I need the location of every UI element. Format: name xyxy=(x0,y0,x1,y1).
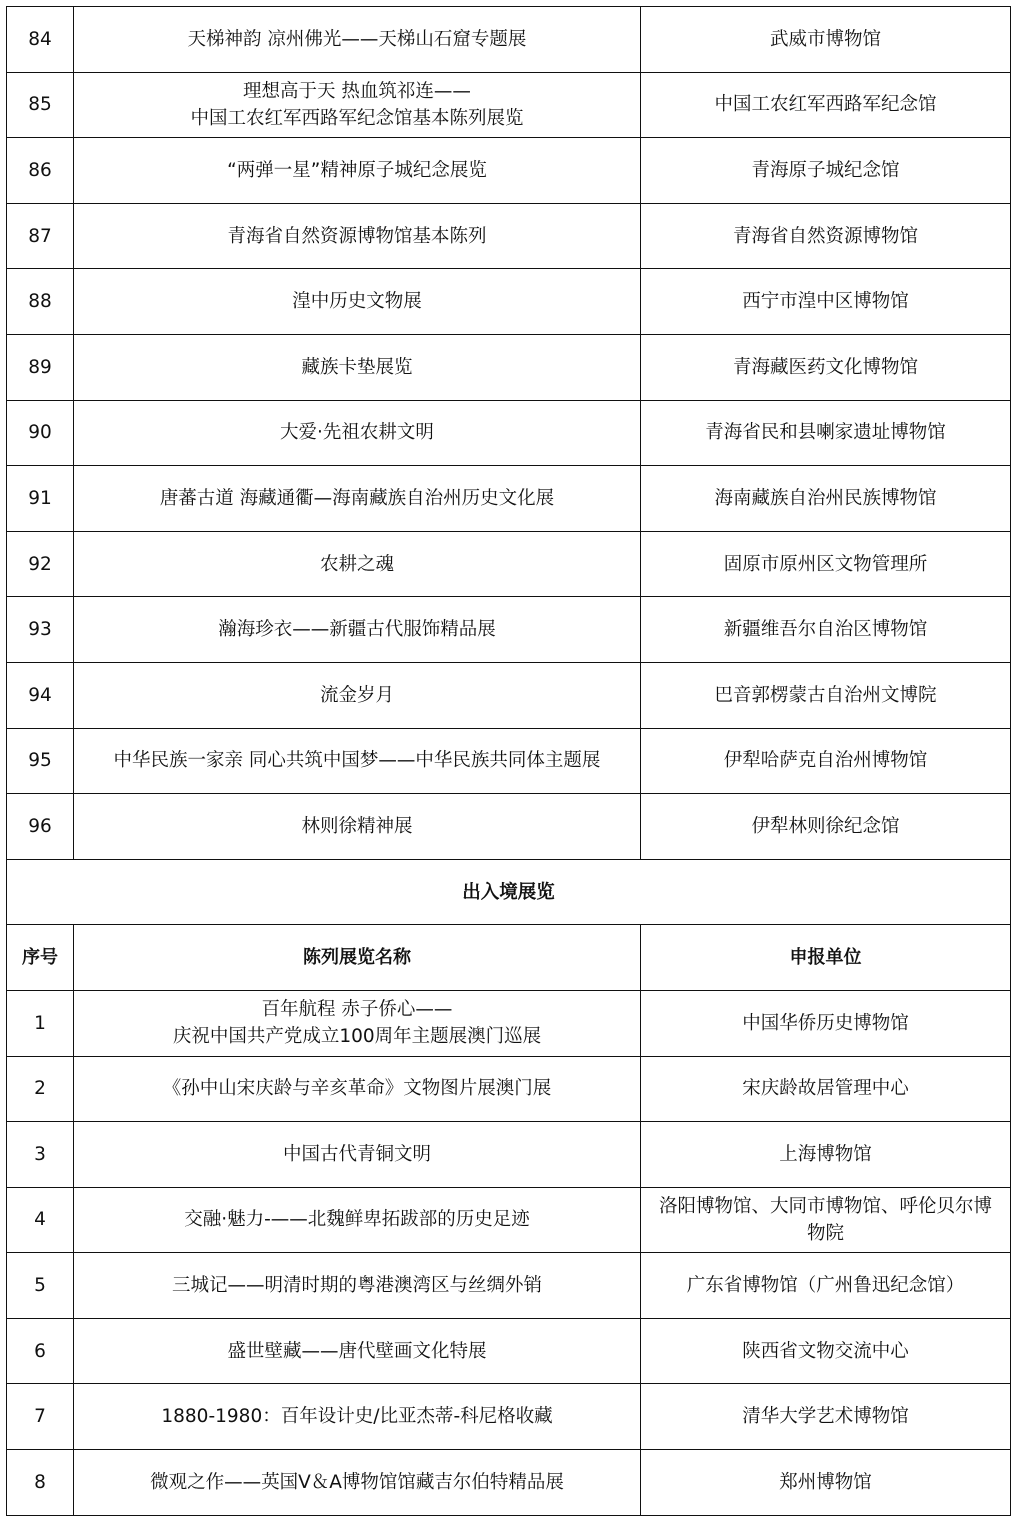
exhibition-name xyxy=(74,662,641,728)
header-name: 陈列展览名称 xyxy=(74,925,641,991)
applicant-unit-line: 物院 xyxy=(806,1222,844,1244)
applicant-unit xyxy=(641,1122,1011,1188)
applicant-unit-line: 巴音郭楞蒙古自治州文博院 xyxy=(714,684,937,706)
row-number: 5 xyxy=(7,1253,74,1319)
applicant-unit-line: 宋庆龄故居管理中心 xyxy=(742,1078,909,1100)
applicant-unit-line: 青海藏医药文化博物馆 xyxy=(732,356,918,378)
applicant-unit-line: 上海博物馆 xyxy=(779,1143,872,1165)
exhibition-name xyxy=(74,1450,641,1516)
applicant-unit-line: 青海省民和县喇家遗址博物馆 xyxy=(705,422,946,444)
row-number: 90 xyxy=(7,400,74,466)
exhibition-name xyxy=(74,990,641,1056)
table-row xyxy=(7,203,1011,269)
row-number: 91 xyxy=(7,466,74,532)
header-row xyxy=(7,925,1011,991)
table-row xyxy=(7,662,1011,728)
exhibition-name xyxy=(74,794,641,860)
applicant-unit-line: 武威市博物馆 xyxy=(769,28,881,50)
table-row xyxy=(7,1384,1011,1450)
applicant-unit-line: 青海省自然资源博物馆 xyxy=(732,225,918,247)
table-row xyxy=(7,72,1011,138)
row-number: 3 xyxy=(7,1122,74,1188)
applicant-unit xyxy=(641,334,1011,400)
exhibition-name-line: 大爱·先祖农耕文明 xyxy=(280,422,434,444)
exhibition-name-line: 唐蕃古道 海藏通衢—海南藏族自治州历史文化展 xyxy=(159,487,555,509)
applicant-unit-line: 伊犁林则徐纪念馆 xyxy=(751,815,900,837)
row-number: 7 xyxy=(7,1384,74,1450)
applicant-unit xyxy=(641,138,1011,204)
table-row xyxy=(7,990,1011,1056)
exhibition-name-line: 庆祝中国共产党成立100周年主题展澳门巡展 xyxy=(172,1026,542,1048)
table-row xyxy=(7,7,1011,73)
table-row xyxy=(7,1122,1011,1188)
section-title-row xyxy=(7,859,1011,925)
domestic-rows xyxy=(7,7,1011,860)
table-row xyxy=(7,794,1011,860)
exhibition-name xyxy=(74,72,641,138)
exhibition-name-line: 三城记——明清时期的粤港澳湾区与丝绸外销 xyxy=(171,1275,542,1297)
exhibition-name xyxy=(74,203,641,269)
exhibition-name xyxy=(74,1056,641,1122)
exhibition-name xyxy=(74,597,641,663)
table-row xyxy=(7,531,1011,597)
row-number: 89 xyxy=(7,334,74,400)
applicant-unit xyxy=(641,597,1011,663)
applicant-unit-line: 中国华侨历史博物馆 xyxy=(742,1012,909,1034)
exhibition-name-line: 《孙中山宋庆龄与辛亥革命》文物图片展澳门展 xyxy=(162,1078,552,1100)
applicant-unit xyxy=(641,662,1011,728)
exhibition-name xyxy=(74,1187,641,1253)
exhibition-name xyxy=(74,466,641,532)
exhibition-name-line: 中国工农红军西路军纪念馆基本陈列展览 xyxy=(190,107,524,129)
exhibition-name-line: 天梯神韵 凉州佛光——天梯山石窟专题展 xyxy=(187,28,527,50)
row-number: 4 xyxy=(7,1187,74,1253)
intl-rows xyxy=(7,990,1011,1515)
applicant-unit-line: 海南藏族自治州民族博物馆 xyxy=(714,487,937,509)
applicant-unit xyxy=(641,72,1011,138)
table-row xyxy=(7,466,1011,532)
exhibition-name-line: 理想高于天 热血筑祁连—— xyxy=(243,80,471,102)
applicant-unit xyxy=(641,1056,1011,1122)
row-number: 1 xyxy=(7,990,74,1056)
row-number: 96 xyxy=(7,794,74,860)
row-number: 94 xyxy=(7,662,74,728)
applicant-unit xyxy=(641,1318,1011,1384)
applicant-unit xyxy=(641,728,1011,794)
exhibition-name-line: 青海省自然资源博物馆基本陈列 xyxy=(227,225,487,247)
table-row xyxy=(7,1450,1011,1516)
applicant-unit xyxy=(641,1253,1011,1319)
exhibition-name xyxy=(74,269,641,335)
table-row xyxy=(7,269,1011,335)
applicant-unit xyxy=(641,794,1011,860)
row-number: 86 xyxy=(7,138,74,204)
exhibition-table xyxy=(6,6,1011,1516)
applicant-unit xyxy=(641,269,1011,335)
row-number: 92 xyxy=(7,531,74,597)
exhibition-name-line: “两弹一星”精神原子城纪念展览 xyxy=(227,159,487,181)
applicant-unit-line: 伊犁哈萨克自治州博物馆 xyxy=(723,750,928,772)
table-row xyxy=(7,1056,1011,1122)
exhibition-name xyxy=(74,7,641,73)
exhibition-name-line: 农耕之魂 xyxy=(319,553,394,575)
applicant-unit-line: 洛阳博物馆、大同市博物馆、呼伦贝尔博 xyxy=(658,1195,992,1217)
exhibition-name-line: 林则徐精神展 xyxy=(301,815,413,837)
row-number: 95 xyxy=(7,728,74,794)
exhibition-name xyxy=(74,728,641,794)
applicant-unit xyxy=(641,1384,1011,1450)
exhibition-name xyxy=(74,1384,641,1450)
exhibition-name-line: 1880-1980：百年设计史/比亚杰蒂-科尼格收藏 xyxy=(161,1406,553,1428)
exhibition-name xyxy=(74,1318,641,1384)
table-row xyxy=(7,334,1011,400)
table-row xyxy=(7,1253,1011,1319)
applicant-unit-line: 固原市原州区文物管理所 xyxy=(723,553,928,575)
applicant-unit xyxy=(641,203,1011,269)
applicant-unit-line: 西宁市湟中区博物馆 xyxy=(742,291,909,313)
exhibition-name-line: 微观之作——英国V＆A博物馆馆藏吉尔伯特精品展 xyxy=(150,1471,564,1493)
applicant-unit-line: 新疆维吾尔自治区博物馆 xyxy=(723,619,928,641)
exhibition-name-line: 流金岁月 xyxy=(319,684,394,706)
applicant-unit xyxy=(641,531,1011,597)
row-number: 85 xyxy=(7,72,74,138)
applicant-unit-line: 郑州博物馆 xyxy=(779,1471,872,1493)
applicant-unit-line: 广东省博物馆（广州鲁迅纪念馆） xyxy=(686,1275,965,1297)
row-number: 84 xyxy=(7,7,74,73)
applicant-unit-line: 清华大学艺术博物馆 xyxy=(742,1406,909,1428)
section-block xyxy=(7,859,1011,990)
applicant-unit xyxy=(641,1450,1011,1516)
applicant-unit xyxy=(641,7,1011,73)
exhibition-name xyxy=(74,138,641,204)
exhibition-name-line: 瀚海珍衣——新疆古代服饰精品展 xyxy=(218,619,496,641)
exhibition-name xyxy=(74,400,641,466)
table-row xyxy=(7,138,1011,204)
table-row xyxy=(7,1318,1011,1384)
table-row xyxy=(7,1187,1011,1253)
exhibition-name xyxy=(74,1122,641,1188)
header-num: 序号 xyxy=(7,925,74,991)
applicant-unit xyxy=(641,990,1011,1056)
applicant-unit xyxy=(641,400,1011,466)
applicant-unit xyxy=(641,466,1011,532)
row-number: 6 xyxy=(7,1318,74,1384)
row-number: 87 xyxy=(7,203,74,269)
exhibition-name-line: 湟中历史文物展 xyxy=(292,291,422,313)
exhibition-name xyxy=(74,334,641,400)
table-row xyxy=(7,597,1011,663)
applicant-unit-line: 青海原子城纪念馆 xyxy=(751,159,900,181)
applicant-unit-line: 陕西省文物交流中心 xyxy=(742,1340,909,1362)
exhibition-name-line: 中华民族一家亲 同心共筑中国梦——中华民族共同体主题展 xyxy=(113,750,601,772)
exhibition-name-line: 中国古代青铜文明 xyxy=(282,1143,431,1165)
table-row xyxy=(7,728,1011,794)
table-row xyxy=(7,400,1011,466)
applicant-unit-line: 中国工农红军西路军纪念馆 xyxy=(714,94,937,116)
row-number: 93 xyxy=(7,597,74,663)
exhibition-name-line: 藏族卡垫展览 xyxy=(301,356,413,378)
section-title: 出入境展览 xyxy=(7,859,1011,925)
exhibition-name xyxy=(74,1253,641,1319)
row-number: 8 xyxy=(7,1450,74,1516)
header-unit: 申报单位 xyxy=(641,925,1011,991)
exhibition-name xyxy=(74,531,641,597)
exhibition-name-line: 百年航程 赤子侨心—— xyxy=(261,999,453,1021)
applicant-unit xyxy=(641,1187,1011,1253)
row-number: 88 xyxy=(7,269,74,335)
exhibition-name-line: 交融·魅力-——北魏鲜卑拓跋部的历史足迹 xyxy=(184,1209,530,1231)
row-number: 2 xyxy=(7,1056,74,1122)
exhibition-name-line: 盛世壁藏——唐代壁画文化特展 xyxy=(227,1340,487,1362)
